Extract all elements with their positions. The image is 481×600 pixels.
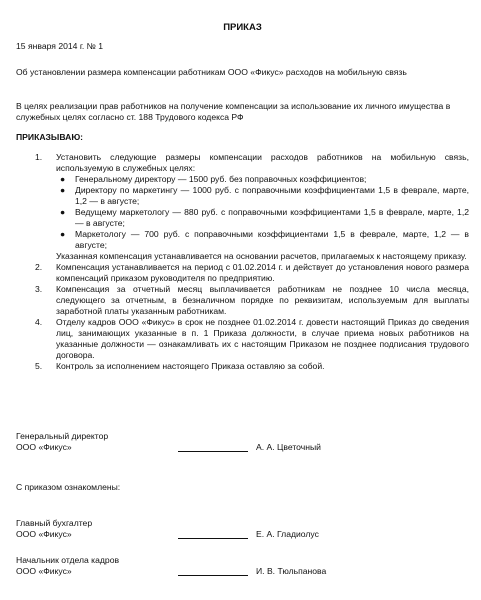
document-title: ПРИКАЗ: [223, 22, 262, 33]
subitem: [56, 185, 469, 207]
subitem-text: Генеральному директору — 1500 руб. без поправочных коэффициентов;: [75, 174, 367, 184]
signer-name: И. В. Тюльпанова: [256, 566, 327, 576]
accountant-signature: [16, 518, 456, 540]
order-word: ПРИКАЗЫВАЮ:: [16, 132, 84, 142]
subitem-list: [56, 174, 469, 251]
signature-row: [16, 529, 456, 540]
item-note: Указанная компенсация устанавливается на основании расчетов, прилагаемых к настоящему приказу.: [56, 251, 467, 261]
signer-org: ООО «Фикус»: [16, 529, 72, 539]
item-number: 5.: [35, 361, 43, 371]
subitem-text: Ведущему маркетологу — 880 руб. с поправочными коэффициентами 1,5 в феврале, марте, 1,2 — в августе;: [75, 207, 469, 228]
bullet-icon: ●: [60, 174, 66, 184]
signer-name: Е. А. Гладиолус: [256, 529, 319, 539]
signer-name: А. А. Цветочный: [256, 442, 321, 452]
bullet-icon: ●: [60, 207, 66, 217]
preamble: В целях реализации прав работников на получение компенсации за использование их личного имущества в служебных целях согласно ст. 188 Трудового кодекса РФ: [16, 101, 451, 122]
director-signature: [16, 431, 456, 453]
order-item: [16, 152, 469, 262]
signer-org: ООО «Фикус»: [16, 566, 72, 576]
subitem: [56, 207, 469, 229]
order-item: [16, 284, 469, 317]
bullet-icon: ●: [60, 229, 66, 239]
item-number: 1.: [35, 152, 43, 162]
order-items: [16, 152, 469, 372]
item-text: Компенсация за отчетный месяц выплачивается работникам не позднее 10 числа месяца, следующего за отчетным, в безналичном порядке по реквизитам, используемым для выплаты заработной платы указанным работникам.: [56, 284, 469, 316]
subitem-text: Директору по маркетингу — 1000 руб. с поправочными коэффициентами 1,5 в феврале, марте, 1,2 — в августе;: [75, 185, 469, 206]
subitem: [56, 174, 469, 185]
item-number: 4.: [35, 317, 43, 327]
order-item: [16, 361, 469, 372]
signer-position: Генеральный директор: [16, 431, 109, 441]
signature-row: [16, 442, 456, 453]
signature-line: [178, 529, 248, 539]
item-text: Установить следующие размеры компенсации расходов работников на мобильную связь, используемую в служебных целях:: [56, 152, 469, 173]
item-text: Компенсация устанавливается на период с 01.02.2014 г. и действует до установления нового размера компенсаций приказом руководителя по предприятию.: [56, 262, 469, 283]
signer-position: Главный бухгалтер: [16, 518, 93, 528]
order-subject: Об установлении размера компенсации работникам ООО «Фикус» расходов на мобильную связь: [16, 67, 407, 77]
bullet-icon: ●: [60, 185, 66, 195]
hr-head-signature: [16, 555, 456, 577]
signature-line: [178, 566, 248, 576]
date-number: 15 января 2014 г. № 1: [16, 41, 104, 51]
signer-org: ООО «Фикус»: [16, 442, 72, 452]
subitem-text: Маркетологу — 700 руб. с поправочными коэффициентами 1,5 в феврале, марте, 1,2 — в августе;: [75, 229, 469, 250]
signature-line: [178, 442, 248, 452]
signature-row: [16, 566, 456, 577]
item-number: 3.: [35, 284, 43, 294]
order-item: [16, 262, 469, 284]
item-text: Контроль за исполнением настоящего Приказа оставляю за собой.: [56, 361, 325, 371]
subitem: [56, 229, 469, 251]
signer-position: Начальник отдела кадров: [16, 555, 120, 565]
item-text: Отделу кадров ООО «Фикус» в срок не позднее 01.02.2014 г. довести настоящий Приказ до сведения лиц, занимающих указанные в п. 1 Приказа должности, в случае приема новых работников на указанные должности — ознакамливать их с настоящим Приказом не позднее подписания трудового договора.: [56, 317, 469, 360]
order-item: [16, 317, 469, 361]
item-number: 2.: [35, 262, 43, 272]
acquainted-label: С приказом ознакомлены:: [16, 482, 121, 492]
